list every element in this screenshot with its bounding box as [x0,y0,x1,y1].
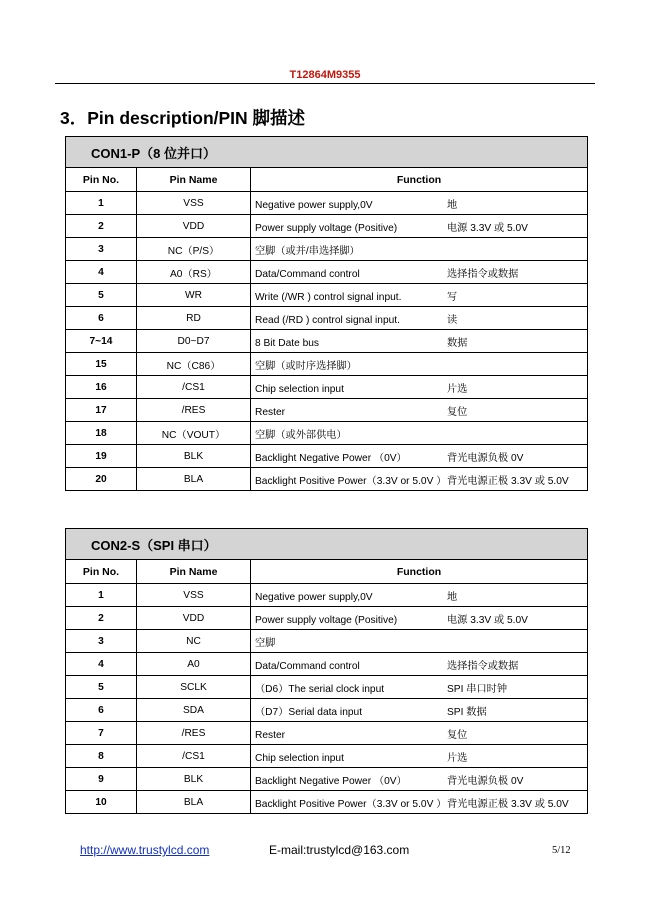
pin-name: SDA [137,699,251,722]
function-description-zh: 电源 3.3V 或 5.0V [447,222,528,234]
pin-number: 20 [66,468,137,491]
function-description: 空脚（或外部供电） [255,429,347,441]
pin-name: VSS [137,192,251,215]
table-row [66,307,588,330]
pin-number: 5 [66,676,137,699]
function-description: Negative power supply,0V [255,591,373,603]
function-description: Chip selection input [255,752,344,764]
function-description: 空脚（或时序选择脚） [255,360,357,372]
pin-number: 4 [66,653,137,676]
pin-name: /RES [137,399,251,422]
table-row [66,330,588,353]
page-number: 5/12 [552,845,571,856]
function-description-zh: 背光电源正极 3.3V 或 5.0V [447,798,569,810]
table-row [66,353,588,376]
website-link[interactable]: http://www.trustylcd.com [80,843,210,857]
pin-number: 1 [66,192,137,215]
pin-name: A0（RS） [137,261,251,284]
pin-number: 2 [66,215,137,238]
pin-name: VDD [137,607,251,630]
pin-name: WR [137,284,251,307]
function-description-zh: 片选 [447,752,468,764]
column-header-pin-name: Pin Name [137,560,251,584]
function-description: Chip selection input [255,383,344,395]
function-description: Negative power supply,0V [255,199,373,211]
pin-table-con2 [65,528,588,814]
table-row [66,699,588,722]
pin-name: NC（P/S） [137,238,251,261]
table-row [66,653,588,676]
pin-number: 15 [66,353,137,376]
table-row [66,192,588,215]
pin-function [251,584,588,607]
pin-number: 16 [66,376,137,399]
pin-number: 6 [66,307,137,330]
table-row [66,745,588,768]
column-header-pin-no: Pin No. [66,560,137,584]
pin-name: BLK [137,768,251,791]
pin-number: 6 [66,699,137,722]
function-description: 空脚（或并/串选择脚） [255,245,360,257]
pin-function [251,745,588,768]
pin-number: 7~14 [66,330,137,353]
pin-function [251,445,588,468]
pin-function [251,399,588,422]
function-description: Data/Command control [255,268,360,280]
pin-number: 8 [66,745,137,768]
pin-function [251,791,588,814]
pin-name: RD [137,307,251,330]
table-row [66,722,588,745]
pin-function [251,630,588,653]
table-row [66,676,588,699]
column-header-pin-name: Pin Name [137,168,251,192]
pin-number: 9 [66,768,137,791]
pin-function [251,353,588,376]
function-description-zh: 数据 [447,337,468,349]
function-description-zh: 电源 3.3V 或 5.0V [447,614,528,626]
pin-function [251,699,588,722]
pin-function [251,722,588,745]
pin-function [251,192,588,215]
pin-rows [66,192,588,491]
pin-function [251,284,588,307]
pin-function [251,676,588,699]
pin-number: 1 [66,584,137,607]
pin-number: 17 [66,399,137,422]
section-title: 3．Pin description/PIN 脚描述 [60,108,306,128]
table-row [66,261,588,284]
function-description: Backlight Negative Power （0V） [255,775,407,787]
pin-name: BLA [137,791,251,814]
pin-name: SCLK [137,676,251,699]
table-row [66,399,588,422]
pin-function [251,422,588,445]
function-description-zh: 背光电源负极 0V [447,775,524,787]
function-description-zh: 写 [447,291,458,303]
pin-name: /CS1 [137,745,251,768]
function-description: Data/Command control [255,660,360,672]
function-description-zh: 复位 [447,406,468,418]
function-description-zh: 背光电源正极 3.3V 或 5.0V [447,475,569,487]
function-description: Power supply voltage (Positive) [255,614,398,626]
table-row [66,584,588,607]
pin-name: BLK [137,445,251,468]
pin-number: 7 [66,722,137,745]
pin-name: VDD [137,215,251,238]
function-description: 空脚 [255,637,276,649]
pin-number: 19 [66,445,137,468]
pin-name: BLA [137,468,251,491]
function-description-zh: 背光电源负极 0V [447,452,524,464]
table-row [66,422,588,445]
function-description: Power supply voltage (Positive) [255,222,398,234]
header-rule [55,83,595,84]
pin-number: 5 [66,284,137,307]
function-description-zh: 地 [447,199,458,211]
function-description-zh: 地 [447,591,458,603]
function-description-zh: SPI 数据 [447,706,487,718]
pin-number: 2 [66,607,137,630]
pin-function [251,307,588,330]
pin-number: 3 [66,238,137,261]
table-row [66,284,588,307]
table-caption: CON2-S（SPI 串口） [66,529,588,560]
function-description: Backlight Positive Power（3.3V or 5.0V ） [255,475,447,487]
pin-function [251,653,588,676]
pin-number: 4 [66,261,137,284]
table-row [66,445,588,468]
column-header-function: Function [251,168,588,192]
table-row [66,630,588,653]
function-description: 8 Bit Date bus [255,337,319,349]
pin-function [251,607,588,630]
pin-number: 18 [66,422,137,445]
table-row [66,376,588,399]
table-caption: CON1-P（8 位并口） [66,137,588,168]
function-description: Write (/WR ) control signal input. [255,291,402,303]
table-row [66,238,588,261]
pin-name: A0 [137,653,251,676]
column-header-function: Function [251,560,588,584]
function-description: （D7）Serial data input [255,706,363,718]
table-row [66,607,588,630]
document-id: T12864M9355 [289,69,361,81]
pin-function [251,215,588,238]
pin-name: /RES [137,722,251,745]
function-description: Read (/RD ) control signal input. [255,314,400,326]
pin-function [251,238,588,261]
table-row [66,768,588,791]
function-description-zh: SPI 串口时钟 [447,683,508,695]
function-description-zh: 读 [447,314,458,326]
pin-number: 3 [66,630,137,653]
pin-function [251,468,588,491]
pin-number: 10 [66,791,137,814]
function-description-zh: 片选 [447,383,468,395]
table-row [66,468,588,491]
function-description: Rester [255,406,286,418]
pin-table-con1 [65,136,588,491]
function-description-zh: 选择指令或数据 [447,660,519,672]
function-description: （D6）The serial clock input [255,683,385,695]
pin-name: NC（C86） [137,353,251,376]
function-description-zh: 选择指令或数据 [447,268,519,280]
function-description: Rester [255,729,286,741]
pin-name: NC（VOUT） [137,422,251,445]
table-row [66,215,588,238]
pin-function [251,768,588,791]
pin-name: VSS [137,584,251,607]
pin-name: /CS1 [137,376,251,399]
pin-rows [66,584,588,814]
email-address: E-mail:trustylcd@163.com [269,843,410,857]
table-row [66,791,588,814]
function-description: Backlight Negative Power （0V） [255,452,407,464]
pin-function [251,330,588,353]
pin-name: NC [137,630,251,653]
function-description-zh: 复位 [447,729,468,741]
pin-function [251,376,588,399]
function-description: Backlight Positive Power（3.3V or 5.0V ） [255,798,447,810]
column-header-pin-no: Pin No. [66,168,137,192]
pin-name: D0~D7 [137,330,251,353]
pin-function [251,261,588,284]
